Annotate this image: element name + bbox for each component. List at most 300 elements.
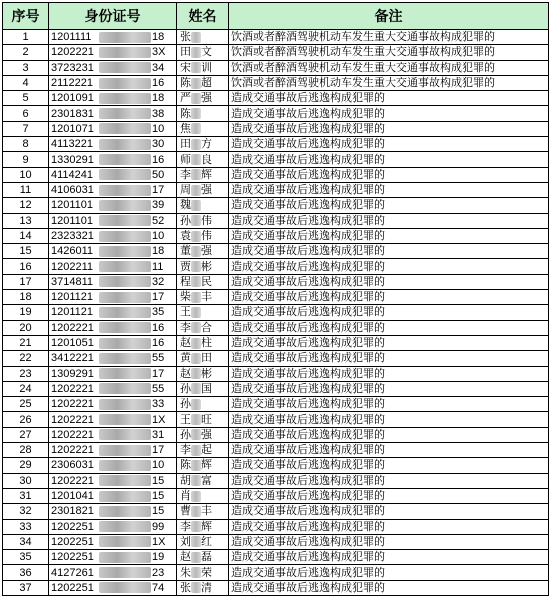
table-row [3,534,549,549]
redaction-blur [191,322,201,333]
id-number [51,290,176,304]
row-id-number [49,30,177,45]
name-given: 强 [201,183,212,197]
redaction-blur [191,32,201,43]
table-row [3,351,549,366]
row-note: 造成交通事故后逃逸构成犯罪的 [229,198,549,213]
person-name [180,443,228,457]
redaction-blur [99,32,151,43]
name-surname: 孙 [180,397,191,411]
person-name [180,535,228,549]
name-given: 丰 [201,504,212,518]
row-note: 造成交通事故后逃逸构成犯罪的 [229,106,549,121]
id-prefix: 1202251 [51,551,94,564]
person-name [180,321,228,335]
redaction-blur [99,460,151,471]
row-seq: 5 [3,91,49,106]
id-suffix: 55 [152,382,165,395]
table-row [3,519,549,534]
redaction-blur [99,78,151,89]
id-suffix: 99 [152,520,165,533]
redaction-blur [99,185,151,196]
row-name [177,305,229,320]
redaction-blur [191,521,201,532]
table-row [3,565,549,580]
name-surname: 赵 [180,550,191,564]
person-name [180,367,228,381]
row-note: 造成交通事故后逃逸构成犯罪的 [229,381,549,396]
person-name [180,107,228,121]
row-seq: 20 [3,320,49,335]
row-seq: 29 [3,458,49,473]
row-seq: 35 [3,550,49,565]
table-row [3,580,549,595]
id-prefix: 2306031 [51,459,94,472]
id-prefix: 1202251 [51,581,94,594]
row-id-number [49,397,177,412]
id-prefix: 1201111 [51,31,92,44]
id-prefix: 1201101 [51,199,94,212]
id-number [51,122,176,136]
table-row [3,381,549,396]
row-id-number [49,458,177,473]
name-surname: 程 [180,274,191,288]
name-given: 辉 [201,167,212,181]
id-suffix: 16 [152,321,165,334]
redaction-blur [99,582,151,593]
row-seq: 8 [3,137,49,152]
redaction-blur [99,322,151,333]
name-given: 民 [201,274,212,288]
redaction-blur [99,261,151,272]
row-seq: 16 [3,259,49,274]
id-suffix: 17 [152,367,165,380]
name-given: 红 [201,534,212,548]
id-prefix: 1330291 [51,153,94,166]
id-prefix: 1202251 [51,535,94,548]
redaction-blur [99,276,151,287]
id-prefix: 1426011 [51,245,94,258]
row-id-number [49,45,177,60]
id-suffix: 1X [152,535,166,548]
row-id-number [49,106,177,121]
person-name [180,229,228,243]
row-seq: 25 [3,397,49,412]
redaction-blur [191,491,201,502]
row-note: 造成交通事故后逃逸构成犯罪的 [229,259,549,274]
name-given: 起 [201,443,212,457]
person-name [180,474,228,488]
person-name [180,76,228,90]
id-number [51,275,176,289]
row-name [177,351,229,366]
name-given: 强 [201,244,212,258]
row-note: 造成交通事故后逃逸构成犯罪的 [229,550,549,565]
redaction-blur [191,582,201,593]
redaction-blur [99,231,151,242]
id-suffix: 74 [152,581,165,594]
person-name [180,275,228,289]
id-prefix: 3723231 [51,61,94,74]
redaction-blur [191,261,201,272]
id-number [51,504,176,518]
row-note: 造成交通事故后逃逸构成犯罪的 [229,182,549,197]
row-id-number [49,167,177,182]
row-name [177,198,229,213]
name-surname: 朱 [180,565,191,579]
row-id-number [49,228,177,243]
row-note: 造成交通事故后逃逸构成犯罪的 [229,121,549,136]
redaction-blur [99,108,151,119]
redaction-blur [99,353,151,364]
table-row [3,550,549,565]
name-surname: 贾 [180,259,191,273]
row-seq: 30 [3,473,49,488]
redaction-blur [99,399,151,410]
name-surname: 董 [180,244,191,258]
id-number [51,520,176,534]
id-prefix: 1201101 [51,214,94,227]
id-number [51,260,176,274]
row-id-number [49,75,177,90]
id-suffix: 3X [152,46,166,59]
id-suffix: 55 [152,352,165,365]
row-name [177,443,229,458]
name-given: 富 [201,473,212,487]
id-suffix: 39 [152,199,165,212]
row-name [177,458,229,473]
person-name [180,581,228,595]
redaction-blur [99,536,151,547]
row-note: 造成交通事故后逃逸构成犯罪的 [229,228,549,243]
row-note: 造成交通事故后逃逸构成犯罪的 [229,274,549,289]
person-name [180,168,228,182]
row-seq: 37 [3,580,49,595]
id-number [51,397,176,411]
name-surname: 魏 [180,198,191,212]
redaction-blur [191,353,201,364]
person-name [180,382,228,396]
id-prefix: 4127261 [51,566,94,579]
redaction-blur [191,383,201,394]
row-name [177,335,229,350]
name-surname: 黄 [180,351,191,365]
row-note: 造成交通事故后逃逸构成犯罪的 [229,290,549,305]
name-surname: 李 [180,519,191,533]
row-id-number [49,244,177,259]
id-suffix: 1X [152,413,166,426]
id-prefix: 1202221 [51,413,94,426]
redaction-blur [191,536,201,547]
row-note: 造成交通事故后逃逸构成犯罪的 [229,351,549,366]
row-name [177,519,229,534]
id-number [51,107,176,121]
table-row [3,274,549,289]
redaction-blur [191,169,201,180]
row-id-number [49,320,177,335]
redaction-blur [99,445,151,456]
id-number [51,413,176,427]
row-name [177,412,229,427]
table-row [3,335,549,350]
name-surname: 宋 [180,60,191,74]
row-seq: 18 [3,290,49,305]
person-name [180,504,228,518]
row-name [177,504,229,519]
id-number [51,244,176,258]
person-name [180,122,228,136]
id-prefix: 1201091 [51,92,94,105]
row-name [177,60,229,75]
id-number [51,367,176,381]
id-number [51,351,176,365]
table-row [3,305,549,320]
redaction-blur [191,47,201,58]
id-prefix: 3412221 [51,352,94,365]
row-name [177,488,229,503]
row-name [177,534,229,549]
name-surname: 孙 [180,381,191,395]
id-prefix: 1202221 [51,474,94,487]
row-name [177,274,229,289]
id-prefix: 1202221 [51,46,94,59]
id-suffix: 17 [152,291,165,304]
id-number [51,198,176,212]
table-row [3,488,549,503]
row-id-number [49,182,177,197]
row-name [177,290,229,305]
redaction-blur [99,307,151,318]
redaction-blur [191,338,201,349]
person-name [180,214,228,228]
row-id-number [49,534,177,549]
row-name [177,550,229,565]
row-id-number [49,504,177,519]
name-surname: 李 [180,320,191,334]
row-seq: 2 [3,45,49,60]
redaction-blur [191,460,201,471]
row-id-number [49,565,177,580]
row-seq: 24 [3,381,49,396]
redaction-blur [191,414,201,425]
redaction-blur [99,383,151,394]
redaction-blur [99,475,151,486]
name-given: 柱 [201,336,212,350]
name-given: 旺 [201,412,212,426]
id-prefix: 4106031 [51,184,94,197]
table-row [3,228,549,243]
redaction-blur [191,139,201,150]
id-suffix: 16 [152,337,165,350]
name-given: 田 [201,351,212,365]
row-note: 造成交通事故后逃逸构成犯罪的 [229,397,549,412]
id-number [51,61,176,75]
redaction-blur [99,215,151,226]
row-id-number [49,427,177,442]
name-given: 荣 [201,565,212,579]
id-suffix: 34 [152,61,165,74]
person-name [180,489,228,503]
row-note: 造成交通事故后逃逸构成犯罪的 [229,473,549,488]
row-name [177,75,229,90]
id-prefix: 1201121 [51,291,94,304]
name-surname: 张 [180,30,191,44]
name-given: 合 [201,320,212,334]
row-seq: 23 [3,366,49,381]
row-name [177,244,229,259]
table-row [3,182,549,197]
row-name [177,580,229,595]
name-surname: 李 [180,443,191,457]
redaction-blur [191,292,201,303]
person-name [180,244,228,258]
name-surname: 田 [180,137,191,151]
redaction-blur [191,276,201,287]
redaction-blur [191,307,201,318]
id-suffix: 31 [152,428,165,441]
row-name [177,137,229,152]
name-surname: 肖 [180,489,191,503]
name-given: 清 [201,580,212,594]
row-seq: 6 [3,106,49,121]
name-surname: 曹 [180,504,191,518]
id-number [51,382,176,396]
id-suffix: 18 [152,245,165,258]
person-name [180,30,228,44]
id-prefix: 1201071 [51,122,94,135]
person-name [180,336,228,350]
id-suffix: 15 [152,474,165,487]
id-prefix: 2323321 [51,230,94,242]
table-row [3,60,549,75]
row-id-number [49,366,177,381]
id-prefix: 1202221 [51,321,94,334]
name-given: 磊 [201,550,212,564]
id-number [51,336,176,350]
row-id-number [49,91,177,106]
row-note: 造成交通事故后逃逸构成犯罪的 [229,443,549,458]
name-given: 伟 [201,213,212,227]
redaction-blur [99,506,151,517]
row-id-number [49,351,177,366]
row-note: 饮酒或者醉酒驾驶机动车发生重大交通事故构成犯罪的 [229,60,549,75]
id-number [51,153,176,167]
id-suffix: 17 [152,444,165,457]
row-name [177,381,229,396]
name-given: 国 [201,381,212,395]
name-given: 训 [201,60,212,74]
column-header-seq: 序号 [3,3,49,30]
row-seq: 33 [3,519,49,534]
id-suffix: 18 [152,31,165,44]
redaction-blur [99,491,151,502]
name-given: 文 [201,45,212,59]
row-name [177,106,229,121]
row-note: 造成交通事故后逃逸构成犯罪的 [229,519,549,534]
redaction-blur [191,506,201,517]
person-name [180,290,228,304]
id-suffix: 10 [152,459,165,472]
redaction-blur [191,231,201,242]
row-seq: 12 [3,198,49,213]
row-id-number [49,305,177,320]
name-surname: 陈 [180,106,191,120]
table-row [3,152,549,167]
person-name [180,198,228,212]
id-number [51,183,176,197]
table-row [3,290,549,305]
row-id-number [49,550,177,565]
name-given: 辉 [201,458,212,472]
id-number [51,229,176,243]
person-name [180,458,228,472]
redaction-blur [191,185,201,196]
row-seq: 32 [3,504,49,519]
id-suffix: 32 [152,275,165,288]
table-row [3,397,549,412]
redaction-blur [191,78,201,89]
row-note: 造成交通事故后逃逸构成犯罪的 [229,565,549,580]
person-name [180,45,228,59]
table-row [3,458,549,473]
redaction-blur [99,123,151,134]
name-given: 丰 [201,290,212,304]
row-id-number [49,290,177,305]
id-suffix: 30 [152,138,165,151]
name-surname: 焦 [180,121,191,135]
row-id-number [49,519,177,534]
name-surname: 陈 [180,458,191,472]
id-suffix: 11 [152,260,164,273]
id-prefix: 2301821 [51,505,94,518]
table-row [3,320,549,335]
id-suffix: 19 [152,551,165,564]
table-row [3,427,549,442]
redaction-blur [99,47,151,58]
id-prefix: 2301831 [51,107,94,120]
id-number [51,321,176,335]
row-seq: 13 [3,213,49,228]
table-row [3,167,549,182]
row-seq: 17 [3,274,49,289]
row-name [177,565,229,580]
row-id-number [49,137,177,152]
row-note: 造成交通事故后逃逸构成犯罪的 [229,152,549,167]
person-name [180,520,228,534]
table-body [3,30,549,596]
row-note: 造成交通事故后逃逸构成犯罪的 [229,504,549,519]
row-name [177,213,229,228]
row-note: 造成交通事故后逃逸构成犯罪的 [229,427,549,442]
row-id-number [49,274,177,289]
id-suffix: 23 [152,566,165,579]
person-name [180,351,228,365]
person-name [180,550,228,564]
redaction-blur [99,169,151,180]
table-row [3,504,549,519]
redaction-blur [99,414,151,425]
id-number [51,443,176,457]
id-prefix: 1202221 [51,444,94,457]
id-number [51,489,176,503]
table-row [3,121,549,136]
redaction-blur [99,93,151,104]
name-surname: 孙 [180,213,191,227]
person-name [180,305,228,319]
row-id-number [49,412,177,427]
row-seq: 22 [3,351,49,366]
row-name [177,121,229,136]
